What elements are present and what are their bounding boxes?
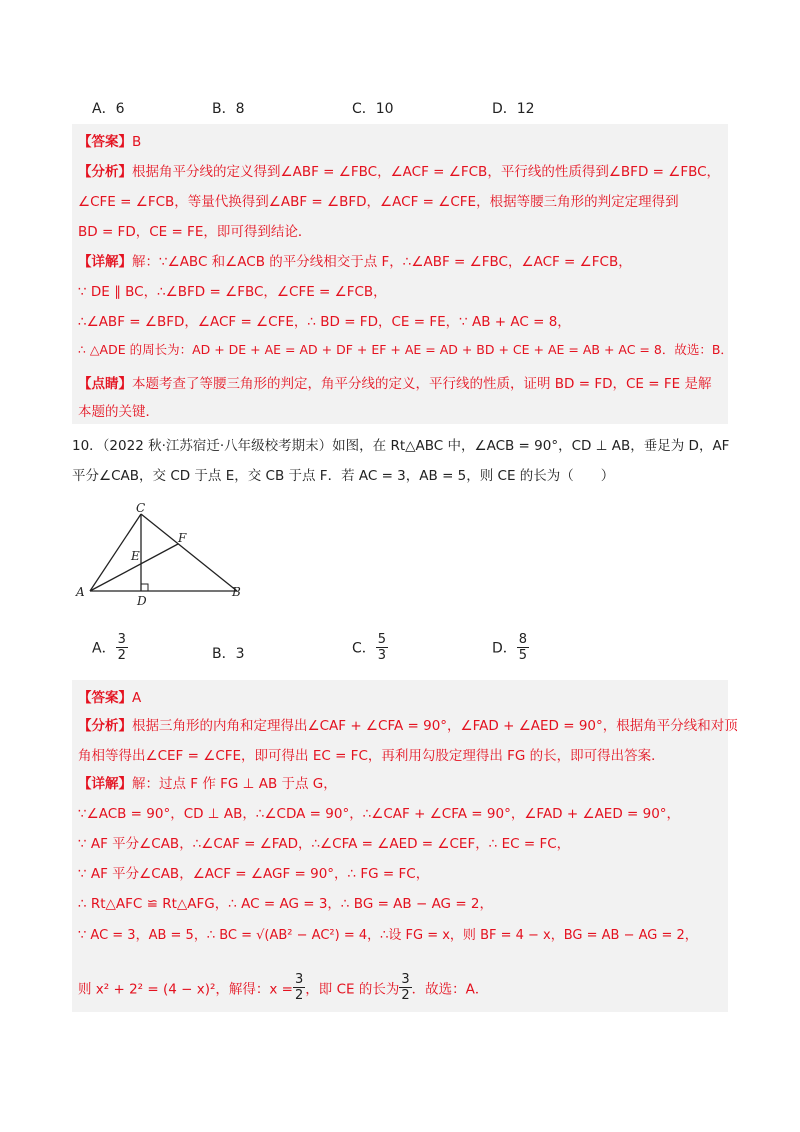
final-frac-ce-num: 3 <box>401 972 410 987</box>
q10-option-d-num: 8 <box>518 632 528 647</box>
q10-option-c-den: 3 <box>377 648 387 663</box>
q10-option-b-letter: B． <box>212 646 236 662</box>
comment-text: 本题考查了等腰三角形的判定，角平分线的定义，平行线的性质，证明 BD = FD，CE = FE 是解 <box>132 376 712 392</box>
label-a: A <box>76 585 85 599</box>
analysis-text: 根据三角形的内角和定理得出∠CAF + ∠CFA = 90°，∠FAD + ∠AED = 90°，根据角平分线和对顶 <box>132 718 738 734</box>
final-suffix: ．故选：A． <box>411 981 489 998</box>
label-c: C <box>136 501 146 515</box>
final-prefix: 则 x² + 2² = (4 − x)²，解得：x = <box>78 981 293 998</box>
q10-detail-line-6: ∵ AC = 3，AB = 5，∴ BC = √(AB² − AC²) = 4，∴设 FG = x，则 BF = 4 − x，BG = AB − AG = 2， <box>78 928 698 943</box>
label-b: B <box>232 585 241 599</box>
final-mid: ，即 CE 的长为 <box>305 981 400 998</box>
q9-answer-line <box>78 130 141 150</box>
detail-text: 解：过点 F 作 FG ⊥ AB 于点 G， <box>132 776 337 792</box>
triangle-figure <box>72 500 272 610</box>
comment-tag: 【点睛】 <box>78 376 132 392</box>
q10-detail-line-1 <box>78 772 337 792</box>
analysis-tag: 【分析】 <box>78 718 132 734</box>
q10-answer-line <box>78 686 141 706</box>
q9-detail-line-1 <box>78 250 632 270</box>
q9-analysis-line-2: ∠CFE = ∠FCB，等量代换得到∠ABF = ∠BFD，∠ACF = ∠CFE，根据等腰三角形的判定定理得到 <box>78 194 679 210</box>
q10-option-d-frac <box>517 632 529 663</box>
label-f: F <box>178 531 187 545</box>
q10-option-a-letter: A． <box>92 640 116 657</box>
q10-option-b <box>212 643 245 663</box>
final-frac-x-den: 2 <box>295 988 304 1003</box>
q9-comment-line-2: 本题的关键． <box>78 404 159 420</box>
label-d: D <box>137 594 147 608</box>
q10-option-c-letter: C． <box>352 640 376 657</box>
q9-option-c: C．10 <box>352 101 394 117</box>
q10-analysis-line-2: 角相等得出∠CEF = ∠CFE，即可得出 EC = FC，再利用勾股定理得出 FG 的长，即可得出答案． <box>78 748 665 764</box>
label-e: E <box>131 549 140 563</box>
q9-analysis-line-3: BD = FD，CE = FE，即可得到结论． <box>78 224 312 240</box>
q10-option-c-frac <box>376 632 388 663</box>
analysis-text: 根据角平分线的定义得到∠ABF = ∠FBC，∠ACF = ∠FCB，平行线的性质得到∠BFD = ∠FBC， <box>132 164 721 180</box>
analysis-tag: 【分析】 <box>78 164 132 180</box>
q9-detail-line-3: ∴∠ABF = ∠BFD，∠ACF = ∠CFE，∴ BD = FD，CE = FE，∵ AB + AC = 8， <box>78 314 571 330</box>
q9-detail-line-4: ∴ △ADE 的周长为：AD + DE + AE = AD + DF + EF + AE = AD + BD + CE + AE = AB + AC = 8．故选：B． <box>78 342 733 357</box>
q9-option-a: A．6 <box>92 101 125 117</box>
q10-option-a <box>92 632 128 663</box>
final-frac-ce <box>399 972 411 1003</box>
q10-analysis-line-1 <box>78 714 738 734</box>
q10-final-line <box>78 972 488 1003</box>
q10-detail-line-5: ∴ Rt△AFC ≌ Rt△AFG，∴ AC = AG = 3，∴ BG = AB − AG = 2， <box>78 896 494 912</box>
q10-option-d-den: 5 <box>518 648 528 663</box>
detail-tag: 【详解】 <box>78 254 132 270</box>
q10-stem-line-2: 平分∠CAB，交 CD 于点 E，交 CB 于点 F．若 AC = 3，AB = 5，则 CE 的长为（ ） <box>72 468 615 484</box>
answer-value: A <box>132 690 142 706</box>
q10-option-d <box>492 632 529 663</box>
q10-option-b-value: 3 <box>235 646 245 662</box>
final-frac-ce-den: 2 <box>401 988 410 1003</box>
q9-option-b: B．8 <box>212 101 245 117</box>
detail-tag: 【详解】 <box>78 776 132 792</box>
q9-option-d: D．12 <box>492 101 535 117</box>
final-frac-x-num: 3 <box>295 972 304 987</box>
q10-detail-line-3: ∵ AF 平分∠CAB，∴∠CAF = ∠FAD，∴∠CFA = ∠AED = ∠CEF，∴ EC = FC， <box>78 836 571 852</box>
q9-detail-line-2: ∵ DE ∥ BC，∴∠BFD = ∠FBC，∠CFE = ∠FCB， <box>78 284 387 300</box>
q10-solution-box <box>72 680 738 1012</box>
q10-option-c <box>352 632 388 663</box>
answer-tag: 【答案】 <box>78 134 132 150</box>
detail-text: 解：∵∠ABC 和∠ACB 的平分线相交于点 F，∴∠ABF = ∠FBC，∠ACF = ∠FCB， <box>132 254 632 270</box>
q10-option-a-frac <box>116 632 128 663</box>
q9-analysis-line-1 <box>78 160 720 180</box>
answer-tag: 【答案】 <box>78 690 132 706</box>
answer-value: B <box>132 134 142 150</box>
q9-comment-line-1 <box>78 372 711 392</box>
segment-cb <box>141 514 237 591</box>
q10-detail-line-4: ∵ AF 平分∠CAB，∠ACF = ∠AGF = 90°，∴ FG = FC， <box>78 866 430 882</box>
q10-option-d-letter: D． <box>492 640 517 657</box>
right-angle-mark <box>141 584 148 591</box>
final-frac-x <box>293 972 305 1003</box>
q10-option-a-num: 3 <box>117 632 126 647</box>
q10-option-c-num: 5 <box>377 632 387 647</box>
q10-stem-line-1: 10．（2022 秋·江苏宿迁·八年级校考期末）如图，在 Rt△ABC 中，∠ACB = 90°，CD ⊥ AB，垂足为 D，AF <box>72 438 730 454</box>
q10-options <box>92 632 692 672</box>
q9-solution-box <box>72 124 733 424</box>
q10-option-a-den: 2 <box>117 648 126 663</box>
q10-detail-line-2: ∵∠ACB = 90°，CD ⊥ AB，∴∠CDA = 90°，∴∠CAF + ∠CFA = 90°，∠FAD + ∠AED = 90°， <box>78 806 681 822</box>
